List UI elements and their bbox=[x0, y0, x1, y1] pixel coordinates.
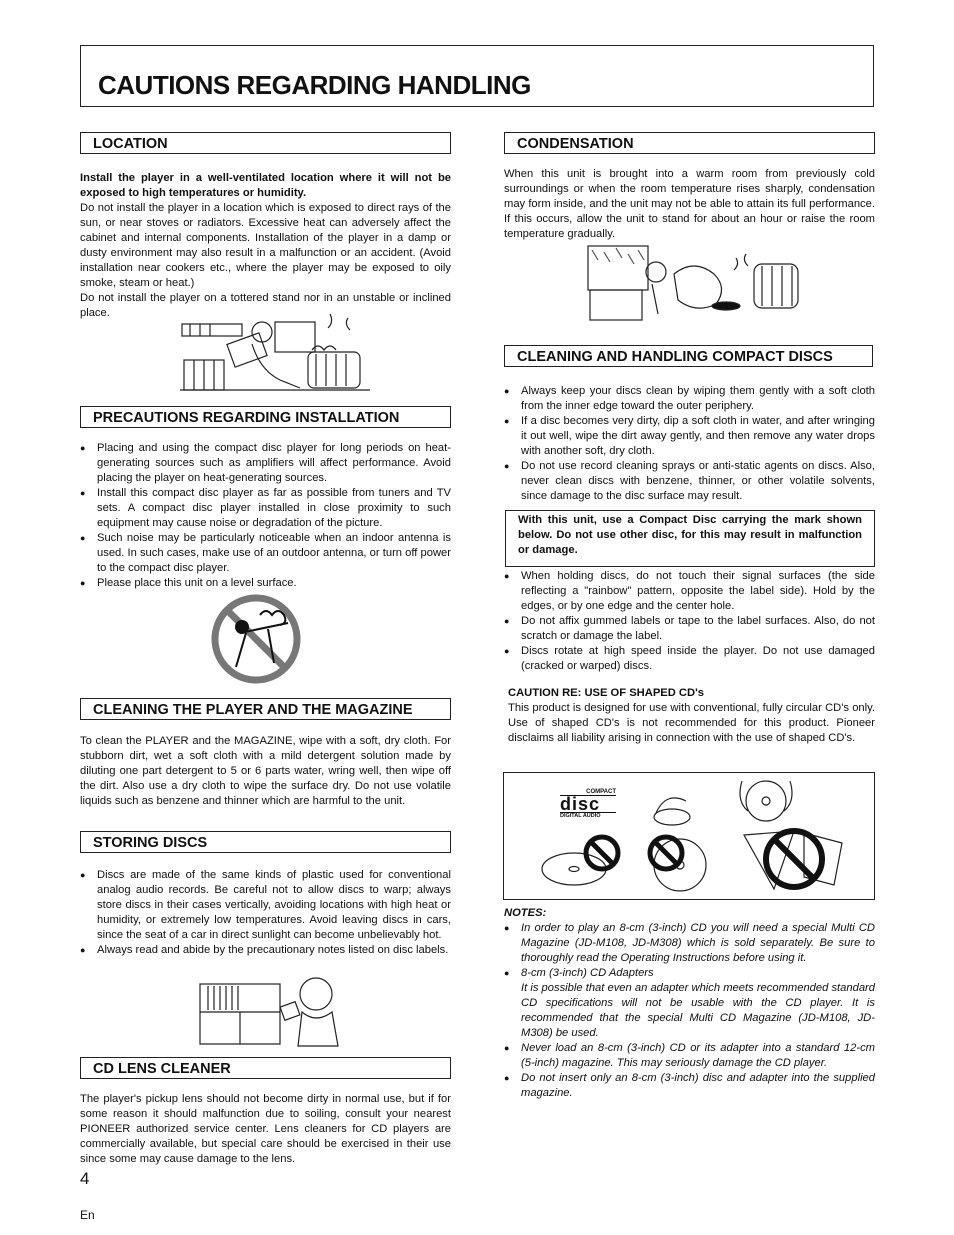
logo-digital-audio: DIGITAL AUDIO bbox=[560, 813, 601, 819]
storing-item: ● Discs are made of the same kinds of plastic used for conventional analog audio records. Be careful not to allow discs to warp; always store discs in their cases vertically, avoiding locations with high heat or humidity, or extremely low temperatures. Avoid leaving discs in cars, since the seat of a car in direct sunlight can become unbelievably hot. bbox=[80, 868, 451, 943]
storing-illustration bbox=[198, 974, 344, 1048]
condensation-illustration bbox=[586, 244, 804, 324]
discs-item: ● Always keep your discs clean by wiping them gently with a soft cloth from the inner edge toward the outer periphery. bbox=[504, 384, 875, 414]
installation-item: ● Please place this unit on a level surface. bbox=[80, 576, 451, 591]
installation-item: ● Placing and using the compact disc player for long periods on heat-generating sources such as amplifiers will affect performance. Avoid placing the player on heat-generating sources. bbox=[80, 441, 451, 486]
cleaning-player-heading: CLEANING THE PLAYER AND THE MAGAZINE bbox=[80, 698, 451, 720]
installation-list bbox=[80, 441, 451, 591]
discs-list-2 bbox=[504, 569, 875, 674]
location-heading: LOCATION bbox=[80, 132, 451, 154]
location-text bbox=[80, 171, 451, 321]
location-illustration bbox=[180, 310, 372, 392]
storing-item: ● Always read and abide by the precautionary notes listed on disc labels. bbox=[80, 943, 451, 958]
note-item-detail: It is possible that even an adapter which meets recommended standard CD specifications will not be usable with the CD player. It is recommended that the special Multi CD Magazine (JD-M108, JD-M308) be used. bbox=[521, 982, 875, 1039]
discs-item: ● Do not use record cleaning sprays or anti-static agents on discs. Also, never clean discs with benzene, thinner, or other volatile solvents, since damage to the disc surface may result. bbox=[504, 459, 875, 504]
compact-disc-notice: With this unit, use a Compact Disc carrying the mark shown below. Do not use other disc, for this may result in malfunction or damage. bbox=[505, 510, 875, 567]
notes-section bbox=[504, 906, 875, 1101]
note-item: ● 8-cm (3-inch) CD Adapters bbox=[504, 966, 875, 981]
shaped-text: This product is designed for use with conventional, fully circular CD's only. Use of shaped CD's is not recommended for this product. Pioneer disclaims all liability arising in connection with the use of shaped CD's. bbox=[508, 702, 875, 744]
installation-heading: PRECAUTIONS REGARDING INSTALLATION bbox=[80, 406, 451, 428]
title-box bbox=[80, 45, 874, 107]
discs-item: ● If a disc becomes very dirty, dip a soft cloth in water, and after wringing it out well, wipe the dirt away gently, and then remove any water drops with another soft, dry cloth. bbox=[504, 414, 875, 459]
disc-figure bbox=[503, 772, 875, 900]
language-code: En bbox=[80, 1208, 95, 1222]
location-lead: Install the player in a well-ventilated location where it will not be exposed to high temperatures or humidity. bbox=[80, 172, 451, 199]
page-title: CAUTIONS REGARDING HANDLING bbox=[98, 70, 531, 100]
location-p1: Do not install the player in a location which is exposed to direct rays of the sun, or near stoves or radiators. Excessive heat can adversely affect the cabinet and internal components. Installation of the player in a damp or dusty environment may also result in a malfunction or an accident. (Avoid installation near cookers etc., where the player may be exposed to oily smoke, steam or heat.) bbox=[80, 202, 451, 289]
note-item: ● Never load an 8-cm (3-inch) CD or its adapter into a standard 12-cm (5-inch) magazine. This may seriously damage the CD player. bbox=[504, 1041, 875, 1071]
storing-heading: STORING DISCS bbox=[80, 831, 451, 853]
cleaning-player-text: To clean the PLAYER and the MAGAZINE, wipe with a soft, dry cloth. For stubborn dirt, wet a soft cloth with a mild detergent solution made by diluting one part detergent to 5 or 6 parts water, wring well, then wipe off the dirt. Also use a dry cloth to wipe the surface dry. Do not use volatile liquids such as benzene and thinner which are harmful to the unit. bbox=[80, 735, 451, 807]
disc-handling-graphics bbox=[504, 773, 876, 901]
discs-item: ● Discs rotate at high speed inside the player. Do not use damaged (cracked or warped) discs. bbox=[504, 644, 875, 674]
location-p2: Do not install the player on a tottered stand nor in an unstable or inclined place. bbox=[80, 292, 451, 319]
condensation-text: When this unit is brought into a warm room from previously cold surroundings or when the room temperature rises sharply, condensation may form inside, and the unit may not be able to attain its full performance. If this occurs, allow the unit to stand for about an hour or raise the room temperature gradually. bbox=[504, 168, 875, 240]
notes-heading: NOTES: bbox=[504, 907, 547, 919]
discs-list-1 bbox=[504, 384, 875, 504]
installation-item: ● Install this compact disc player as far as possible from tuners and TV sets. A compact disc player installed in close proximity to such equipment may cause noise or degradation of the picture. bbox=[80, 486, 451, 531]
condensation-heading: CONDENSATION bbox=[504, 132, 875, 154]
discs-item: ● When holding discs, do not touch their signal surfaces (the side reflecting a "rainbow" pattern, opposite the label side). Hold by the edges, or by one edge and the center hole. bbox=[504, 569, 875, 614]
installation-item: ● Such noise may be particularly noticeable when an indoor antenna is used. In such cases, make use of an outdoor antenna, or turn off power to the compact disc player. bbox=[80, 531, 451, 576]
note-item: ● Do not insert only an 8-cm (3-inch) disc and adapter into the supplied magazine. bbox=[504, 1071, 875, 1101]
discs-heading: CLEANING AND HANDLING COMPACT DISCS bbox=[504, 345, 873, 367]
logo-compact: COMPACT bbox=[586, 789, 616, 795]
page-number: 4 bbox=[80, 1169, 90, 1188]
discs-item: ● Do not affix gummed labels or tape to the label surfaces. Also, do not scratch or damage the label. bbox=[504, 614, 875, 644]
lens-heading: CD LENS CLEANER bbox=[80, 1057, 451, 1079]
lens-text: The player's pickup lens should not become dirty in normal use, but if for some reason it should malfunction due to soiling, consult your nearest PIONEER authorized service center. Lens cleaners for CD players are commercially available, but special care should be exercised in their use since some may cause damage to the lens. bbox=[80, 1093, 451, 1165]
note-item: ● In order to play an 8-cm (3-inch) CD you will need a special Multi CD Magazine (JD-M108, JD-M308) which is sold separately. Be sure to thoroughly read the Operating Instructions before using it. bbox=[504, 921, 875, 966]
shaped-section bbox=[508, 686, 875, 746]
storing-list bbox=[80, 868, 451, 958]
prohibition-icon bbox=[210, 593, 302, 685]
shaped-heading: CAUTION RE: USE OF SHAPED CD's bbox=[508, 687, 704, 699]
logo-disc: disc bbox=[560, 795, 616, 813]
